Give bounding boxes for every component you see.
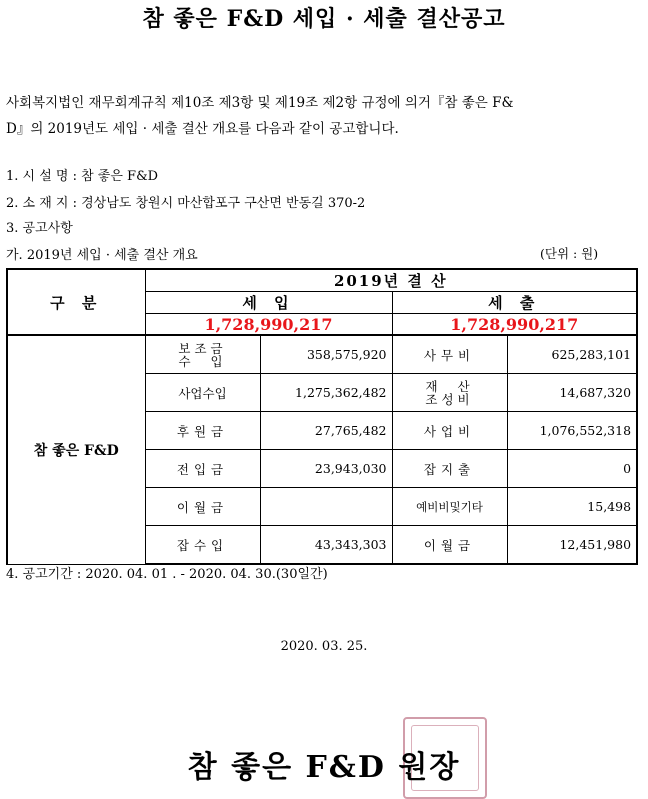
revenue-value: 358,575,920 [260,335,392,374]
expense-total: 1,728,990,217 [392,314,637,336]
category-header: 구 분 [7,269,145,335]
revenue-value: 43,343,303 [260,526,392,565]
revenue-label: 보조금 수 입 [145,335,260,374]
revenue-label: 전입금 [145,450,260,488]
revenue-label: 후원금 [145,412,260,450]
notice-period: 4. 공고기간 : 2020. 04. 01 . - 2020. 04. 30.(30일간) [6,567,328,582]
organization-name: 참 좋은 F&D [7,335,145,564]
expense-label: 잡지출 [392,450,507,488]
revenue-header: 세 입 [145,292,392,314]
expense-label: 재 산 조성비 [392,374,507,412]
expense-label: 예비비및기타 [392,488,507,526]
expense-header: 세 출 [392,292,637,314]
expense-label: 이월금 [392,526,507,565]
notice-date: 2020. 03. 25. [280,639,368,654]
expense-value: 1,076,552,318 [507,412,637,450]
closing-signature: 참 좋은 F&D 원장 [187,750,461,785]
expense-value: 12,451,980 [507,526,637,565]
settlement-table [6,268,638,565]
revenue-value [260,488,392,526]
intro-line-2: D』의 2019년도 세입 · 세출 결산 개요를 다음과 같이 공고합니다. [6,121,399,137]
revenue-label: 이월금 [145,488,260,526]
expense-value: 14,687,320 [507,374,637,412]
revenue-value: 23,943,030 [260,450,392,488]
expense-value: 0 [507,450,637,488]
expense-value: 15,498 [507,488,637,526]
expense-label: 사무비 [392,335,507,374]
revenue-label: 잡수입 [145,526,260,565]
facility-address: 2. 소 재 지 : 경상남도 창원시 마산합포구 구산면 반동길 370-2 [6,196,366,211]
year-header: 2019년 결 산 [145,269,637,292]
unit-label: (단위 : 원) [540,246,599,261]
expense-value: 625,283,101 [507,335,637,374]
notice-heading: 3. 공고사항 [6,221,73,236]
revenue-value: 27,765,482 [260,412,392,450]
facility-name: 1. 시 설 명 : 참 좋은 F&D [6,169,159,184]
revenue-total: 1,728,990,217 [145,314,392,336]
revenue-label: 사업수입 [145,374,260,412]
expense-label: 사업비 [392,412,507,450]
intro-line-1: 사회복지법인 재무회계규칙 제10조 제3항 및 제19조 제2항 규정에 의거『참 좋은 F& [6,95,514,111]
document-title: 참 좋은 F&D 세입 · 세출 결산공고 [142,6,506,32]
notice-subheading: 가. 2019년 세입 · 세출 결산 개요 [6,248,198,263]
revenue-value: 1,275,362,482 [260,374,392,412]
